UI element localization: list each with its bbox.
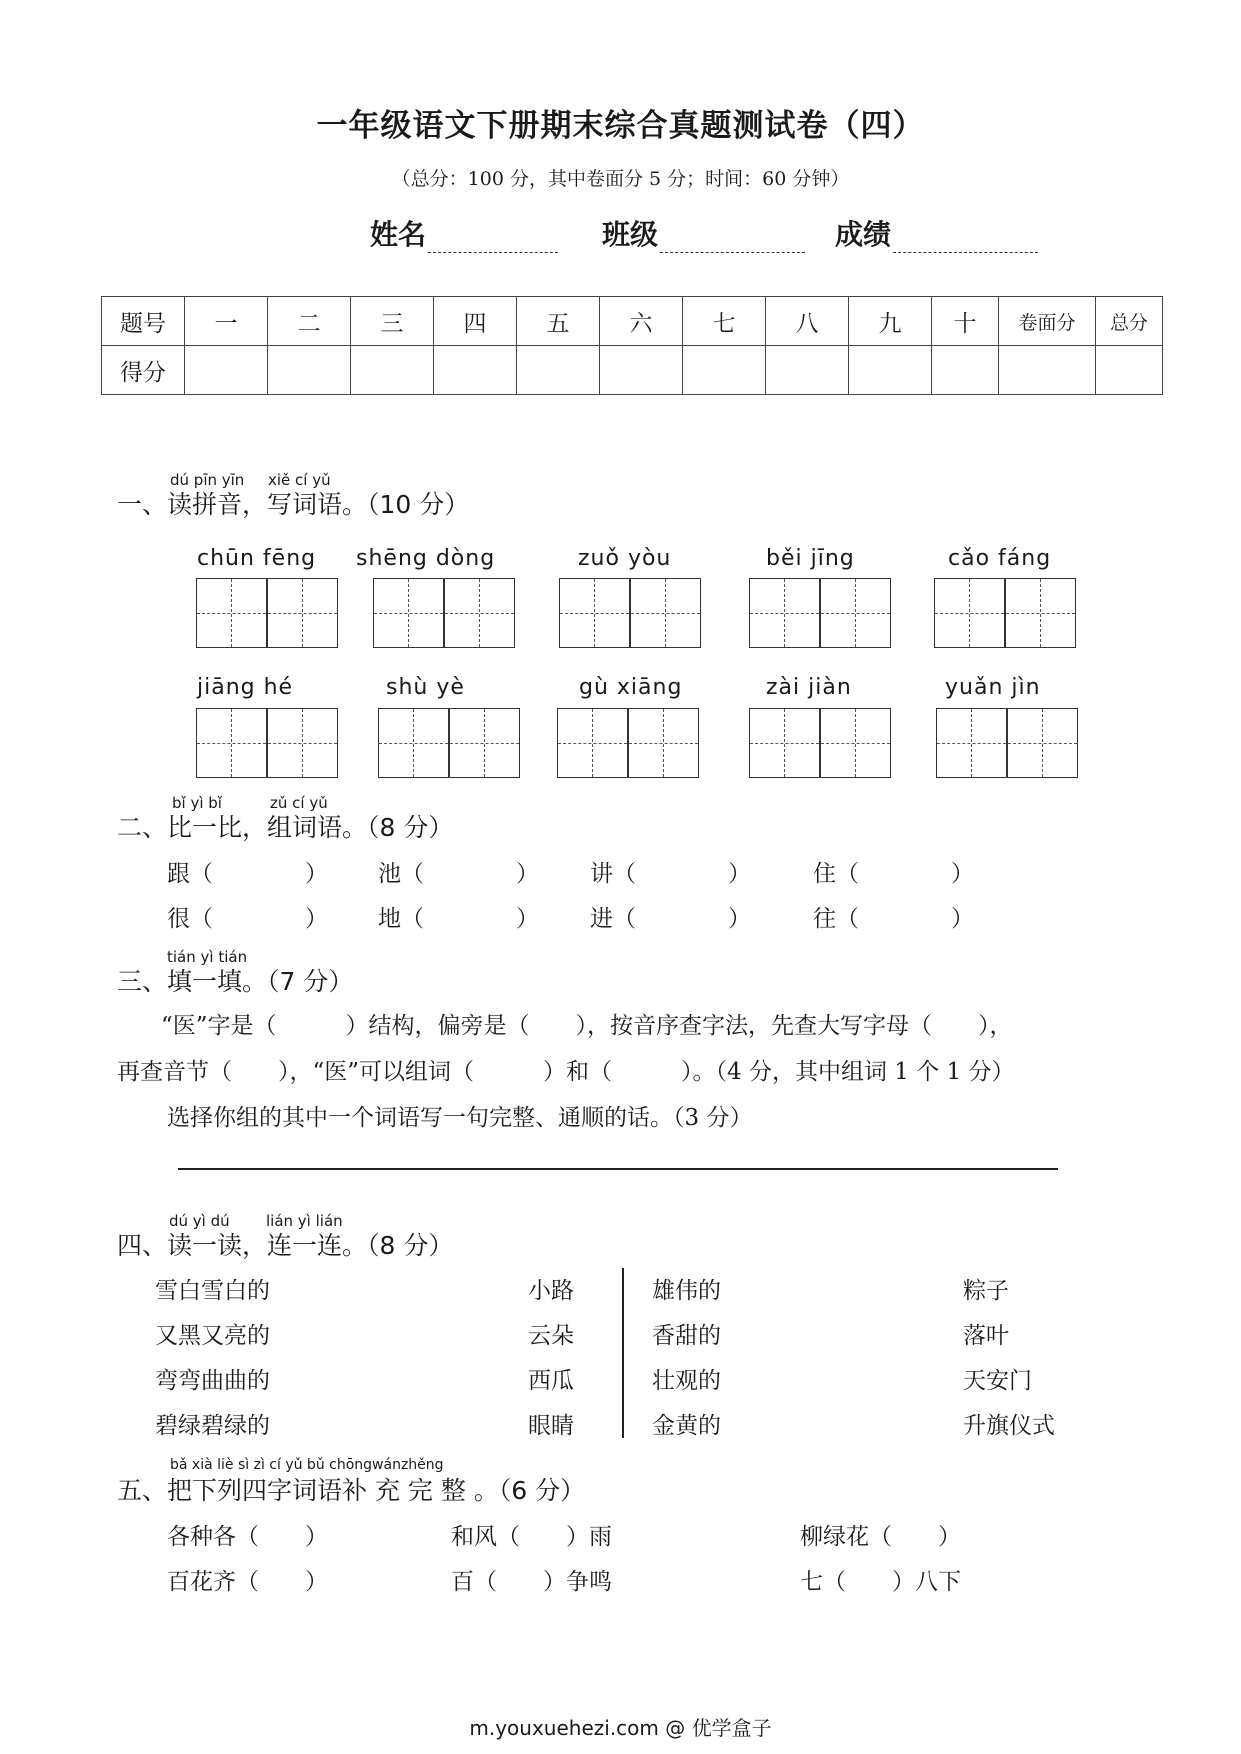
page-title: 一年级语文下册期末综合真题测试卷（四） (316, 108, 925, 144)
score-cell: 四 (434, 297, 517, 346)
idiom-item[interactable]: 七（ ）八下 (800, 1569, 961, 1595)
writing-grid[interactable] (196, 708, 338, 778)
grade-label: 成绩 (835, 218, 892, 251)
score-cell: 总分 (1096, 297, 1163, 346)
fill-line-3: 选择你组的其中一个词语写一句完整、通顺的话。（3 分） (167, 1105, 753, 1131)
idiom-item[interactable]: 和风（ ）雨 (451, 1524, 612, 1550)
compare-item[interactable]: 进（ ） (590, 906, 751, 932)
score-cell: 九 (849, 297, 932, 346)
compare-item[interactable]: 住（ ） (813, 861, 974, 887)
score-cell: 十 (932, 297, 999, 346)
grade-blank[interactable] (893, 222, 1038, 253)
score-cell: 一 (185, 297, 268, 346)
compare-item[interactable]: 很（ ） (167, 906, 328, 932)
s2-pinyin-2: zǔ cí yǔ (270, 794, 328, 812)
score-table (101, 296, 1163, 395)
idiom-item[interactable]: 百（ ）争鸣 (451, 1569, 612, 1595)
score-cell: 二 (268, 297, 351, 346)
s3-pinyin: tián yì tián (167, 948, 248, 966)
grade-field[interactable] (835, 213, 1038, 253)
score-input-cell[interactable] (185, 346, 268, 395)
page-subtitle: （总分：100 分，其中卷面分 5 分；时间：60 分钟） (391, 168, 850, 190)
compare-item[interactable]: 池（ ） (378, 861, 539, 887)
score-cell: 六 (600, 297, 683, 346)
column-divider (622, 1268, 624, 1438)
pinyin-word: gù xiāng (579, 675, 683, 700)
pinyin-word: chūn fēng (197, 546, 317, 571)
score-cell: 五 (517, 297, 600, 346)
match-left-target[interactable]: 眼睛 (528, 1413, 574, 1439)
match-left-item[interactable]: 雪白雪白的 (155, 1278, 270, 1304)
compare-item[interactable]: 讲（ ） (590, 861, 751, 887)
score-cell: 八 (766, 297, 849, 346)
score-input-cell[interactable] (1096, 346, 1163, 395)
match-right-item[interactable]: 香甜的 (652, 1323, 721, 1349)
score-input-cell[interactable] (517, 346, 600, 395)
score-input-cell[interactable] (932, 346, 999, 395)
s4-pinyin-1: dú yì dú (169, 1212, 230, 1230)
match-right-item[interactable]: 雄伟的 (652, 1278, 721, 1304)
pinyin-word: běi jīng (766, 546, 855, 571)
fill-line-2[interactable]: 再查音节（ ），“医”可以组词（ ）和（ ）。（4 分，其中组词 1 个 1 分） (117, 1059, 1015, 1085)
score-input-cell[interactable] (683, 346, 766, 395)
score-cell: 卷面分 (999, 297, 1096, 346)
name-field[interactable] (370, 213, 558, 253)
match-right-target[interactable]: 天安门 (963, 1368, 1032, 1394)
section-5-title: 五、把下列四字词语补 充 完 整 。（6 分） (117, 1476, 586, 1505)
idiom-item[interactable]: 百花齐（ ） (167, 1569, 328, 1595)
section-4-title: 四、读一读，连一连。（8 分） (117, 1231, 454, 1260)
score-input-cell[interactable] (268, 346, 351, 395)
section-3-title: 三、填一填。（7 分） (117, 967, 354, 996)
pinyin-word: zài jiàn (766, 675, 852, 700)
match-left-target[interactable]: 云朵 (528, 1323, 574, 1349)
match-left-target[interactable]: 西瓜 (528, 1368, 574, 1394)
pinyin-word: jiāng hé (197, 675, 294, 700)
writing-grid[interactable] (557, 708, 699, 778)
score-cell: 题号 (102, 297, 185, 346)
compare-item[interactable]: 地（ ） (378, 906, 539, 932)
match-right-item[interactable]: 金黄的 (652, 1413, 721, 1439)
match-right-item[interactable]: 壮观的 (652, 1368, 721, 1394)
match-right-target[interactable]: 落叶 (963, 1323, 1009, 1349)
score-value-row (102, 346, 1163, 395)
score-input-cell[interactable] (600, 346, 683, 395)
answer-line[interactable] (178, 1168, 1058, 1170)
s1-pinyin-1: dú pīn yīn (170, 471, 245, 489)
writing-grid[interactable] (934, 578, 1076, 648)
score-row-label: 得分 (102, 346, 185, 395)
section-1-title: 一、读拼音，写词语。（10 分） (117, 490, 470, 519)
score-input-cell[interactable] (434, 346, 517, 395)
score-input-cell[interactable] (351, 346, 434, 395)
score-header-row (102, 297, 1163, 346)
s5-pinyin: bǎ xià liè sì zì cí yǔ bǔ chōngwánzhěng (170, 1457, 444, 1473)
compare-item[interactable]: 跟（ ） (167, 861, 328, 887)
name-blank[interactable] (428, 222, 558, 253)
score-input-cell[interactable] (766, 346, 849, 395)
match-left-item[interactable]: 碧绿碧绿的 (155, 1413, 270, 1439)
match-right-target[interactable]: 粽子 (963, 1278, 1009, 1304)
match-left-item[interactable]: 又黑又亮的 (155, 1323, 270, 1349)
match-left-item[interactable]: 弯弯曲曲的 (155, 1368, 270, 1394)
section-2-title: 二、比一比，组词语。（8 分） (117, 813, 454, 842)
pinyin-word: shēng dòng (356, 546, 496, 571)
idiom-item[interactable]: 柳绿花（ ） (800, 1524, 961, 1550)
score-cell: 三 (351, 297, 434, 346)
footer-watermark: m.youxuehezi.com @ 优学盒子 (469, 1716, 772, 1740)
class-field[interactable] (602, 213, 805, 253)
writing-grid[interactable] (196, 578, 338, 648)
compare-item[interactable]: 往（ ） (813, 906, 974, 932)
pinyin-word: cǎo fáng (948, 546, 1052, 571)
s2-pinyin-1: bǐ yì bǐ (172, 794, 222, 812)
writing-grid[interactable] (559, 578, 701, 648)
class-blank[interactable] (660, 222, 805, 253)
match-right-target[interactable]: 升旗仪式 (963, 1413, 1055, 1439)
s4-pinyin-2: lián yì lián (266, 1212, 343, 1230)
writing-grid[interactable] (749, 578, 891, 648)
pinyin-word: zuǒ yòu (578, 546, 672, 571)
pinyin-word: shù yè (386, 675, 465, 700)
pinyin-word: yuǎn jìn (945, 675, 1041, 700)
writing-grid[interactable] (936, 708, 1078, 778)
fill-line-1[interactable]: “医”字是（ ）结构，偏旁是（ ），按音序查字法，先查大写字母（ ）， (161, 1013, 1013, 1039)
score-input-cell[interactable] (849, 346, 932, 395)
match-left-target[interactable]: 小路 (528, 1278, 574, 1304)
writing-grid[interactable] (373, 578, 515, 648)
writing-grid[interactable] (749, 708, 891, 778)
class-label: 班级 (602, 218, 659, 251)
name-label: 姓名 (370, 218, 427, 251)
score-cell: 七 (683, 297, 766, 346)
s1-pinyin-2: xiě cí yǔ (268, 471, 331, 489)
score-input-cell[interactable] (999, 346, 1096, 395)
writing-grid[interactable] (378, 708, 520, 778)
idiom-item[interactable]: 各种各（ ） (167, 1524, 328, 1550)
